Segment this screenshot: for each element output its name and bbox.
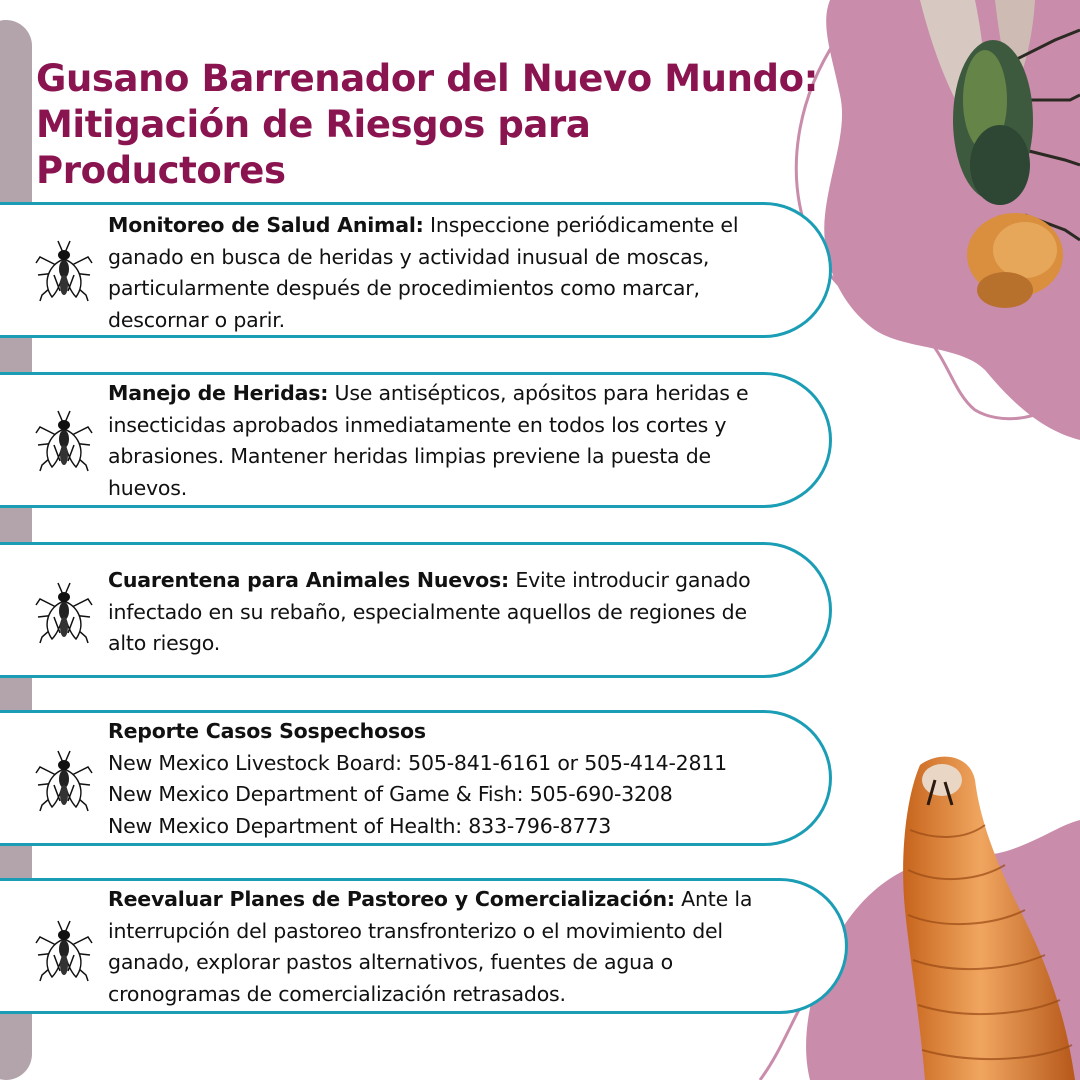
fly-icon xyxy=(34,405,94,475)
title-line-1: Gusano Barrenador del Nuevo Mundo: xyxy=(36,57,819,100)
card-heading: Reevaluar Planes de Pastoreo y Comercialización: xyxy=(108,887,675,911)
card-text xyxy=(108,716,773,842)
card-body: Evite introducir ganado infectado en su rebaño, especialmente aquellos de regiones de alto riesgo. xyxy=(108,568,751,655)
card-reevaluar xyxy=(0,878,848,1014)
card-text xyxy=(108,378,773,504)
card-heading: Monitoreo de Salud Animal: xyxy=(108,213,424,237)
fly-photo xyxy=(905,0,1080,320)
screwworm-larva-photo xyxy=(880,750,1080,1080)
fly-icon xyxy=(34,235,94,305)
card-monitoreo xyxy=(0,202,832,338)
card-manejo-heridas xyxy=(0,372,832,508)
card-body: Use antisépticos, apósitos para heridas e insecticidas aprobados inmediatamente en todos los cortes y abrasiones. Mantener heridas limpias previene la puesta de huevos. xyxy=(108,381,749,500)
card-heading: Reporte Casos Sospechosos xyxy=(108,719,426,743)
contact-livestock-board: New Mexico Livestock Board: 505-841-6161 or 505-414-2811 xyxy=(108,750,728,775)
card-heading: Cuarentena para Animales Nuevos: xyxy=(108,568,509,592)
contact-health: New Mexico Department of Health: 833-796-8773 xyxy=(108,813,612,838)
card-text xyxy=(108,210,773,336)
title-line-2: Mitigación de Riesgos para Productores xyxy=(36,103,591,192)
card-heading: Manejo de Heridas: xyxy=(108,381,329,405)
card-cuarentena xyxy=(0,542,832,678)
card-text xyxy=(108,565,773,660)
card-text xyxy=(108,884,789,1010)
page-title xyxy=(36,56,836,194)
fly-icon xyxy=(34,577,94,647)
card-body: Ante la interrupción del pastoreo transfronterizo o el movimiento del ganado, explorar pastos alternativos, fuentes de agua o cronogramas de comercialización retrasados. xyxy=(108,887,753,1006)
contact-game-fish: New Mexico Department of Game & Fish: 505-690-3208 xyxy=(108,782,673,806)
fly-icon xyxy=(34,915,94,985)
fly-icon xyxy=(34,745,94,815)
card-reporte xyxy=(0,710,832,846)
card-body: Inspeccione periódicamente el ganado en busca de heridas y actividad inusual de moscas, particularmente después de procedimientos como marcar, descornar o parir. xyxy=(108,213,739,332)
